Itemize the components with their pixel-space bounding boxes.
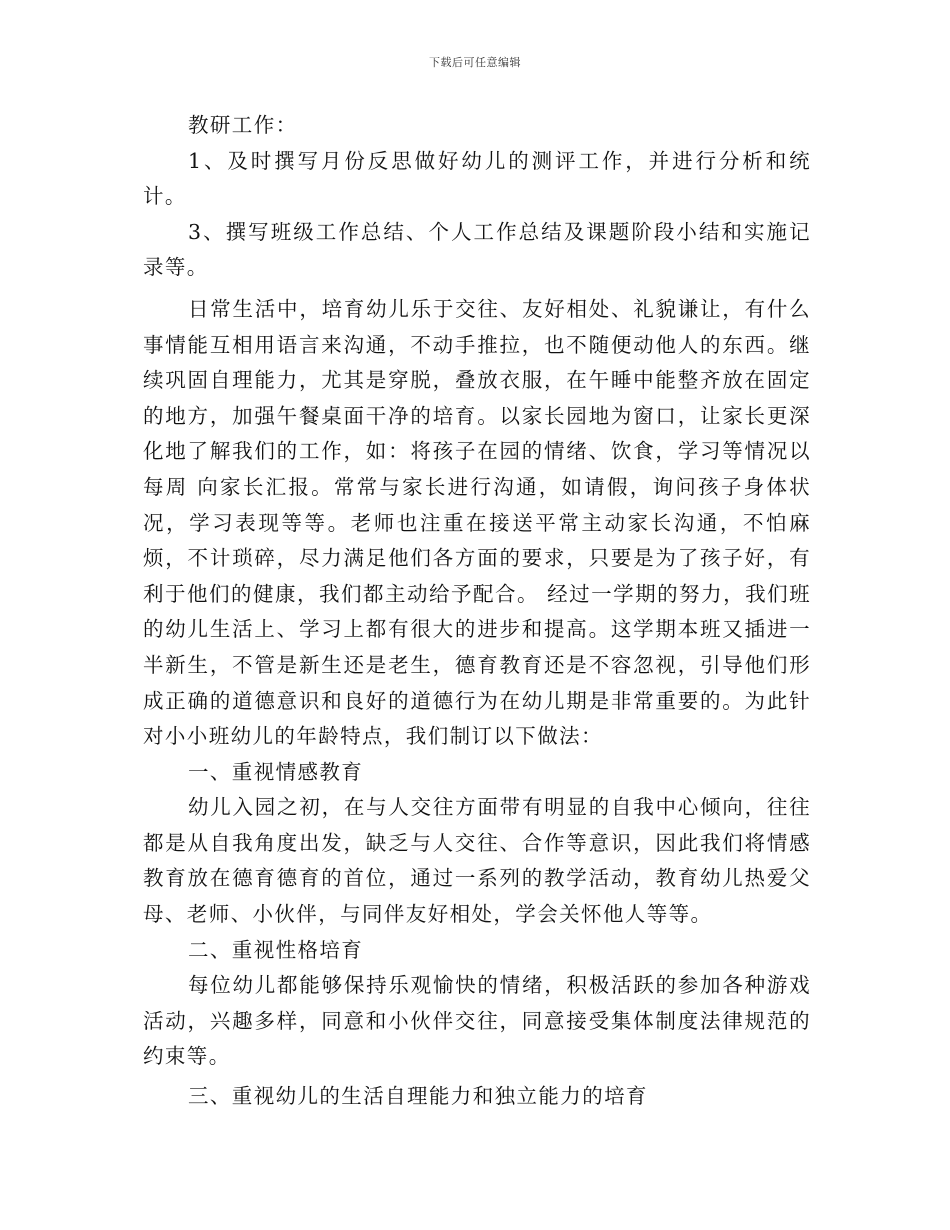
section-heading-character: 二、重视性格培育 [188, 937, 364, 962]
section-heading-emotion: 一、重视情感教育 [188, 759, 364, 784]
paragraph-item-1: 1、及时撰写月份反思做好幼儿的测评工作，并进行分析和统计。 [143, 148, 811, 209]
paragraph-item-3: 3、撰写班级工作总结、个人工作总结及课题阶段小结和实施记录等。 [143, 219, 811, 280]
paragraph-character: 每位幼儿都能够保持乐观愉快的情绪，积极活跃的参加各种游戏活动，兴趣多样，同意和小伙伴交往，同意接受集体制度法律规范的约束等。 [143, 973, 811, 1069]
paragraph-daily-life: 日常生活中，培育幼儿乐于交往、友好相处、礼貌谦让，有什么事情能互相用语言来沟通，不动手推拉，也不随便动他人的东西。继续巩固自理能力，尤其是穿脱，叠放衣服，在午睡中能整齐放在固定的地方，加强午餐桌面干净的培育。以家长园地为窗口，让家长更深化地了解我们的工作，如：将孩子在园的情绪、饮食，学习等情况以每周 向家长汇报。常常与家长进行沟通，如请假，询问孩子身体状况，学习表现等等。老师也注重在接送平常主动家长沟通，不怕麻烦，不计琐碎，尽力满足他们各方面的要求，只要是为了孩子好，有利于他们的健康，我们都主动给予配合。 经过一学期的努力，我们班的幼儿生活上、学习上都有很大的进步和提高。这学期本班又插进一半新生，不管是新生还是老生，德育教育还是不容忽视，引导他们形成正确的道德意识和良好的道德行为在幼儿期是非常重要的。为此针对小小班幼儿的年龄特点，我们制订以下做法： [143, 296, 811, 749]
page-header: 下载后可任意编辑 [429, 56, 521, 69]
document-body [143, 108, 811, 1115]
paragraph-emotion: 幼儿入园之初，在与人交往方面带有明显的自我中心倾向，往往都是从自我角度出发，缺乏与人交往、合作等意识，因此我们将情感教育放在德育德育的首位，通过一系列的教学活动，教育幼儿热爱父母、老师、小伙伴，与同伴友好相处，学会关怀他人等等。 [143, 795, 811, 927]
section-heading-self-care: 三、重视幼儿的生活自理能力和独立能力的培育 [188, 1084, 648, 1109]
paragraph-research-heading: 教研工作： [188, 113, 298, 137]
